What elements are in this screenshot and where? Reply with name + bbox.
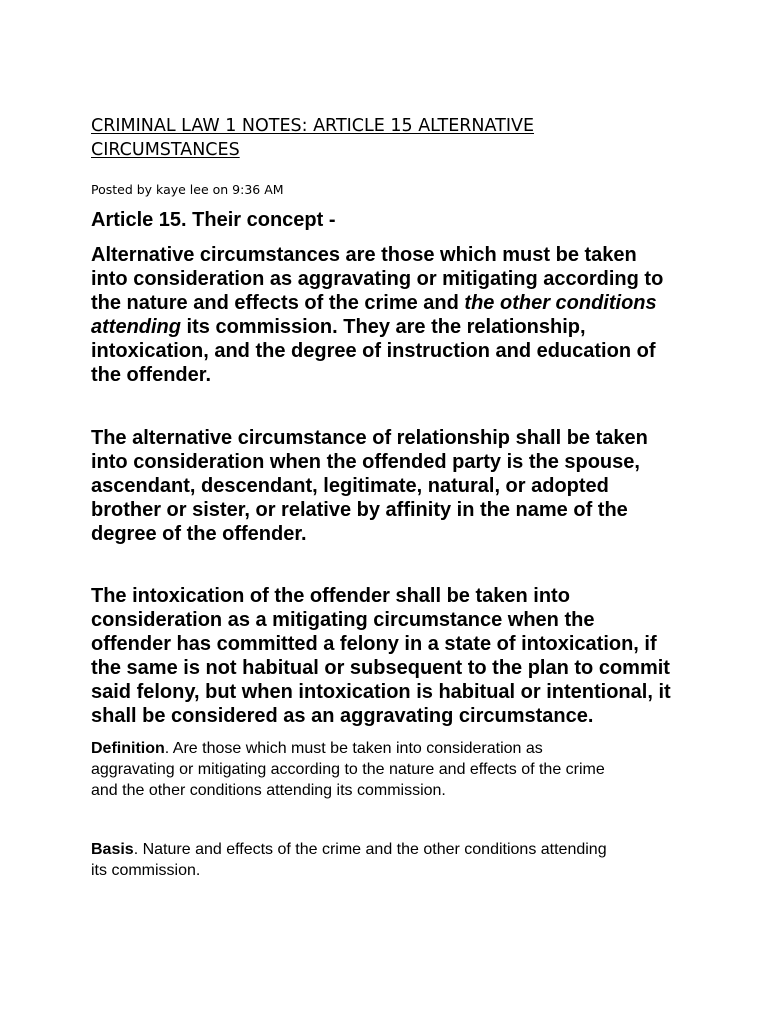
basis-term: Basis <box>91 841 134 858</box>
definition-text: . Are those which must be taken into consideration as aggravating or mitigating according to the nature and effects of the crime and the other conditions attending its commission. <box>91 740 605 799</box>
relationship-paragraph: The alternative circumstance of relationship shall be taken into consideration when the offended party is the spouse, ascendant, descendant, legitimate, natural, or adopted brother or sister, or relative by affinity in the name of the degree of the offender. <box>91 427 648 545</box>
concept-text-start: Alternative circumstances are those which must be taken into consideration as aggravating or mitigating according to the nature and effects of the crime and <box>91 244 664 314</box>
definition-note <box>91 738 691 801</box>
intoxication-paragraph: The intoxication of the offender shall be taken into consideration as a mitigating circumstance when the offender has committed a felony in a state of intoxication, if the same is not habitual or subsequent to the plan to commit said felony, but when intoxication is habitual or intentional, it shall be considered as an aggravating circumstance. <box>91 585 671 727</box>
article-heading: Article 15. Their concept - <box>91 209 336 231</box>
concept-paragraph <box>91 243 691 387</box>
definition-term: Definition <box>91 740 165 757</box>
document-title: CRIMINAL LAW 1 NOTES: ARTICLE 15 ALTERNATIVE CIRCUMSTANCES <box>91 116 535 160</box>
concept-text-italic: the other conditions attending <box>91 292 657 338</box>
post-byline: Posted by kaye lee on 9:36 AM <box>91 182 284 197</box>
basis-text: . Nature and effects of the crime and the other conditions attending its commission. <box>91 841 607 879</box>
concept-text-end: its commission. They are the relationship, intoxication, and the degree of instruction and education of the offender. <box>91 316 656 386</box>
basis-note <box>91 839 691 881</box>
